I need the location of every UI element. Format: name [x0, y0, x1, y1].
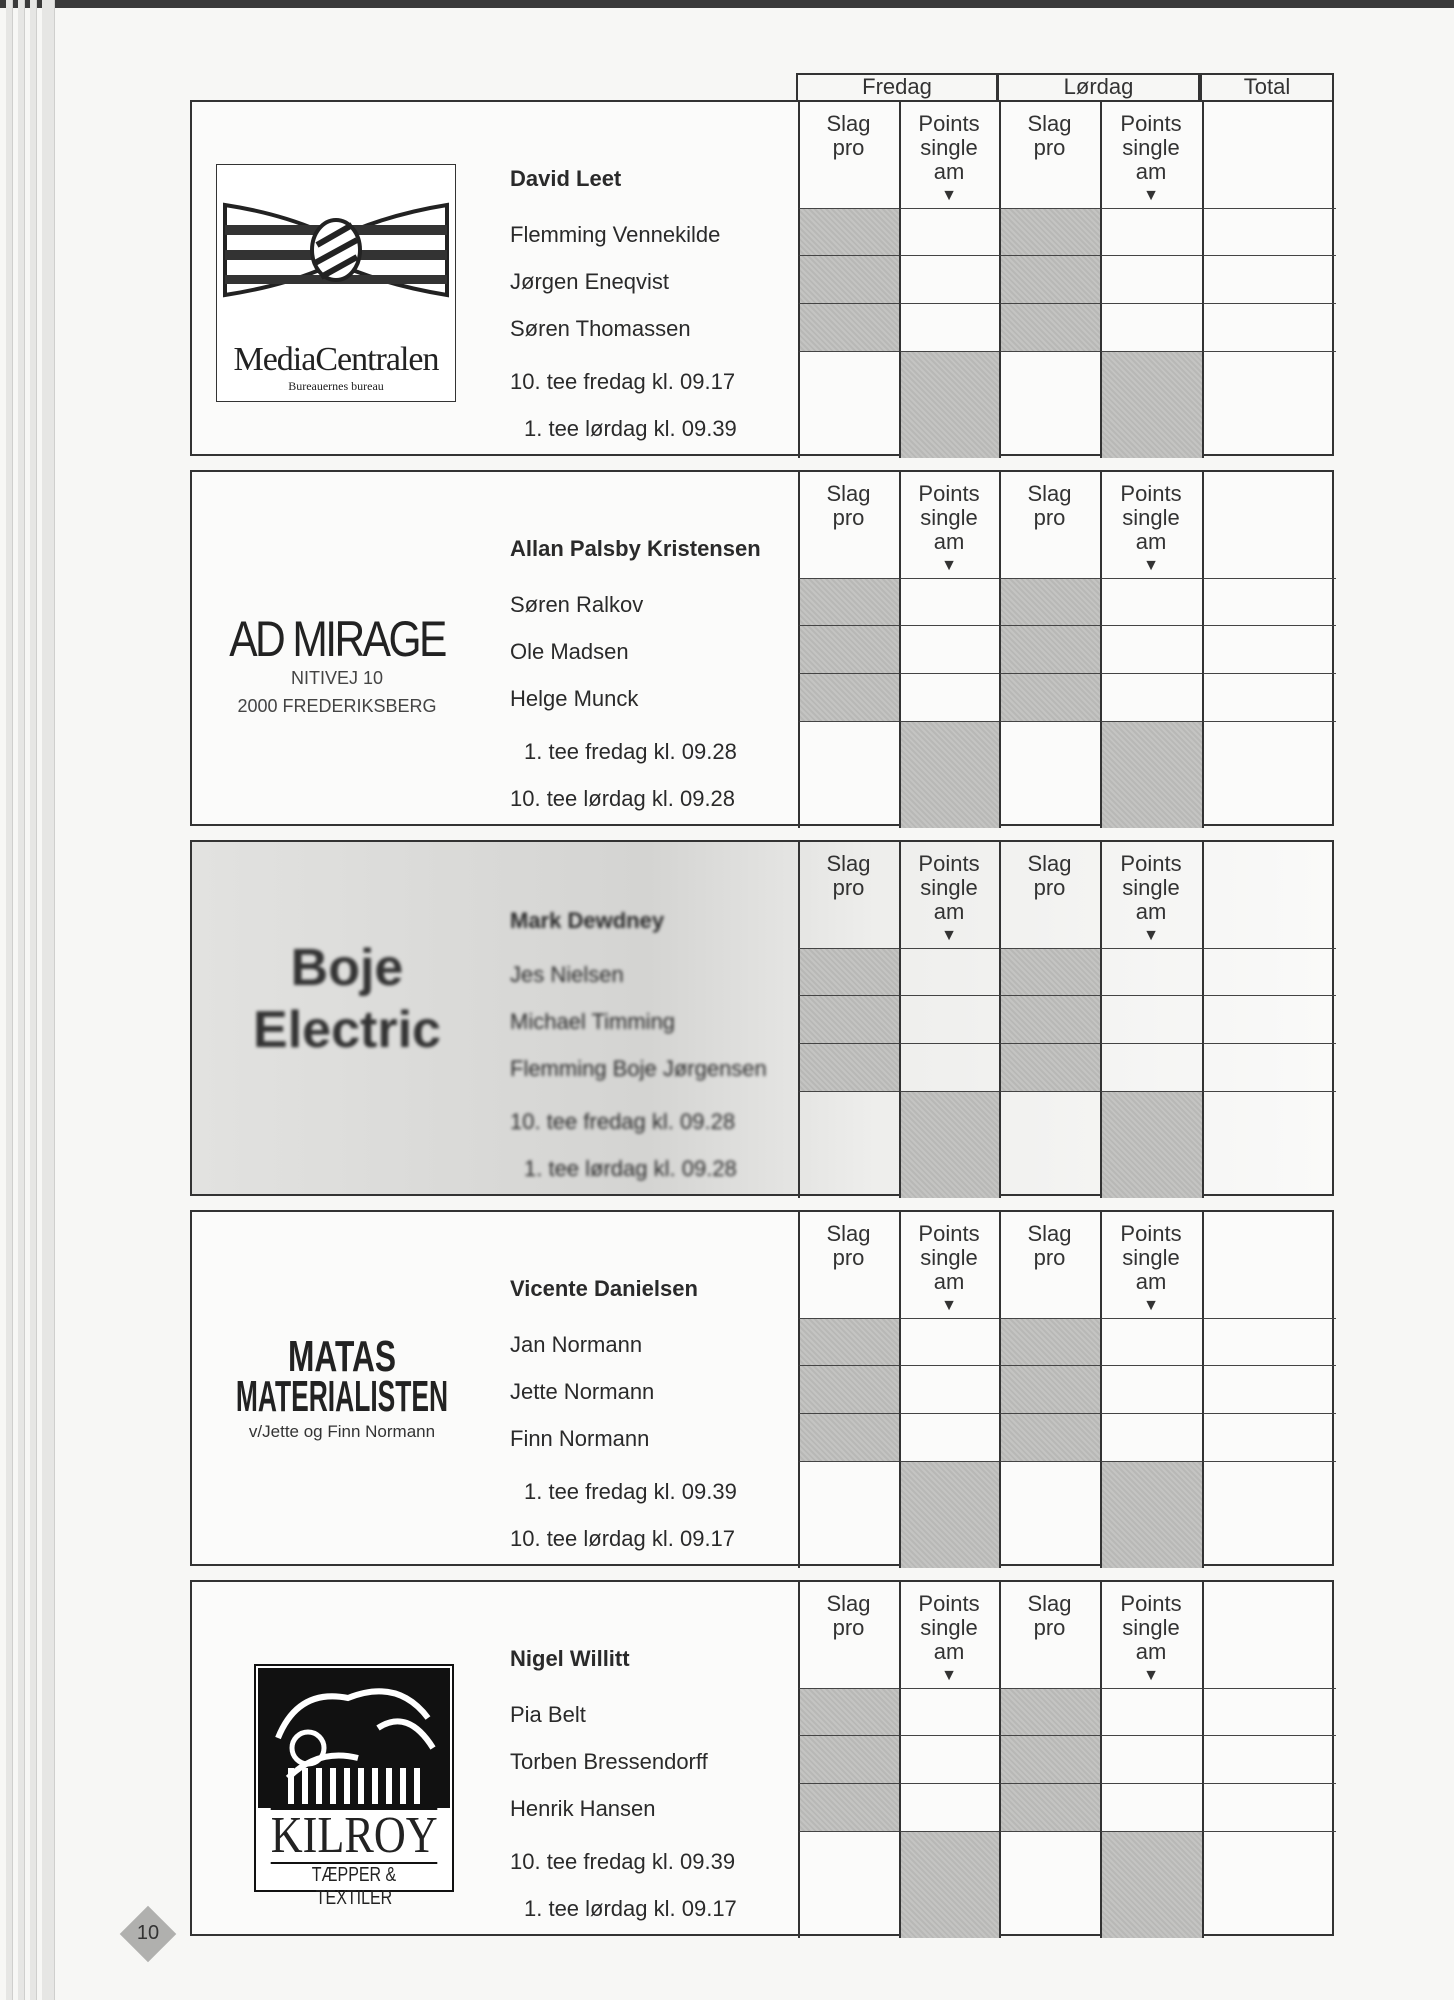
score-cell[interactable]: [899, 208, 999, 255]
column-label-line: am: [933, 159, 965, 184]
team-member: Søren Thomassen: [510, 316, 691, 341]
blocked-score-cell: [999, 255, 1100, 303]
team-member: Flemming Boje Jørgensen: [510, 1056, 767, 1081]
blocked-score-cell: [798, 1043, 899, 1091]
blocked-score-cell: [999, 948, 1100, 995]
column-label-line: Slag: [826, 1221, 871, 1246]
tee-time-lordag: 10. tee lørdag kl. 09.28: [510, 786, 736, 811]
blocked-score-cell: [1100, 351, 1202, 458]
blocked-score-cell: [999, 1365, 1100, 1413]
team-member: Finn Normann: [510, 1426, 650, 1451]
blocked-score-cell: [999, 1735, 1100, 1783]
page-edge: [6, 0, 13, 2000]
blocked-score-cell: [999, 303, 1100, 351]
score-cell[interactable]: [1202, 255, 1336, 303]
blocked-score-cell: [798, 303, 899, 351]
score-cell[interactable]: [1202, 472, 1336, 578]
team-member: Ole Madsen: [510, 639, 629, 664]
blocked-score-cell: [999, 1688, 1100, 1735]
column-label-line: pro: [1033, 1615, 1066, 1640]
column-label-line: Points: [918, 1591, 980, 1616]
column-label-line: single: [1122, 135, 1180, 160]
score-cell[interactable]: [1202, 1413, 1336, 1461]
column-label-line: single: [1122, 875, 1180, 900]
score-cell[interactable]: [798, 351, 899, 458]
score-cell[interactable]: [1202, 1461, 1336, 1568]
score-cell[interactable]: [1202, 842, 1336, 948]
column-label-points-single-am: [899, 1222, 999, 1318]
down-arrow-icon: ▼: [1143, 187, 1159, 204]
admirage-address-2: 2000 FREDERIKSBERG: [237, 696, 437, 716]
blocked-score-cell: [798, 1783, 899, 1831]
admirage-address-1: NITIVEJ 10: [290, 668, 384, 688]
blocked-score-cell: [899, 1831, 999, 1938]
down-arrow-icon: ▼: [941, 187, 957, 204]
blocked-score-cell: [798, 1318, 899, 1365]
score-cell[interactable]: [1100, 208, 1202, 255]
kilroy-logo: [254, 1664, 454, 1909]
blocked-score-cell: [798, 578, 899, 625]
score-cell[interactable]: [899, 995, 999, 1043]
column-label-line: Points: [918, 111, 980, 136]
score-cell[interactable]: [1202, 625, 1336, 673]
column-label-slag-pro: [999, 852, 1100, 900]
matas-logo-line3: v/Jette og Finn Normann: [248, 1422, 436, 1441]
score-cell[interactable]: [999, 721, 1100, 828]
column-label-line: Points: [1120, 1221, 1182, 1246]
score-cell[interactable]: [1202, 1735, 1336, 1783]
down-arrow-icon: ▼: [941, 927, 957, 944]
column-label-points-single-am: [1100, 482, 1202, 578]
score-cell[interactable]: [798, 1461, 899, 1568]
score-cell[interactable]: [1202, 1043, 1336, 1091]
blocked-score-cell: [798, 1365, 899, 1413]
team-captain: David Leet: [510, 166, 622, 191]
column-label-line: am: [933, 529, 965, 554]
column-label-points-single-am: [899, 112, 999, 208]
column-label-line: Points: [1120, 1591, 1182, 1616]
tee-time-lordag: 10. tee lørdag kl. 09.17: [510, 1526, 736, 1551]
column-label-line: am: [933, 1639, 965, 1664]
score-cell[interactable]: [899, 1318, 999, 1365]
blocked-score-cell: [798, 948, 899, 995]
score-cell[interactable]: [1202, 303, 1336, 351]
score-cell[interactable]: [1100, 995, 1202, 1043]
team-captain: Mark Dewdney: [510, 908, 665, 933]
team-block: [190, 100, 1334, 456]
column-label-line: single: [920, 1615, 978, 1640]
down-arrow-icon: ▼: [1143, 1297, 1159, 1314]
score-cell[interactable]: [1202, 948, 1336, 995]
team-block: [190, 840, 1334, 1196]
column-label-points-single-am: [899, 1592, 999, 1688]
admirage-logo-name: AD MIRAGE: [229, 611, 445, 667]
team-block: [190, 1210, 1334, 1566]
column-label-line: pro: [832, 875, 865, 900]
column-label-line: pro: [832, 1245, 865, 1270]
tee-time-fredag: 10. tee fredag kl. 09.17: [510, 369, 736, 394]
logo-tagline: TÆPPER & TEXTILER: [311, 1864, 397, 1909]
column-label-line: Slag: [826, 481, 871, 506]
column-label-points-single-am: [1100, 1592, 1202, 1688]
score-cell[interactable]: [1100, 1043, 1202, 1091]
score-cell[interactable]: [798, 1831, 899, 1938]
logo-name: KILROY: [270, 1807, 438, 1864]
column-label-line: pro: [832, 135, 865, 160]
score-cell[interactable]: [1100, 1688, 1202, 1735]
logo-name: MediaCentralen: [233, 341, 439, 378]
blocked-score-cell: [999, 625, 1100, 673]
tee-time-lordag: 1. tee lørdag kl. 09.17: [524, 1896, 737, 1921]
header-total: Total: [1200, 73, 1334, 100]
team-captain: Nigel Willitt: [510, 1646, 630, 1671]
down-arrow-icon: ▼: [941, 557, 957, 574]
column-label-points-single-am: [1100, 112, 1202, 208]
score-cell[interactable]: [1202, 1318, 1336, 1365]
column-label-line: am: [1135, 899, 1167, 924]
boje-logo-line2: Electric: [253, 1001, 441, 1059]
column-label-line: Slag: [826, 851, 871, 876]
blocked-score-cell: [999, 208, 1100, 255]
score-cell[interactable]: [798, 721, 899, 828]
blocked-score-cell: [798, 673, 899, 721]
page-edge: [42, 0, 55, 2000]
team-captain: Allan Palsby Kristensen: [510, 536, 761, 561]
tee-time-fredag: 1. tee fredag kl. 09.39: [524, 1479, 737, 1504]
blocked-score-cell: [1100, 721, 1202, 828]
team-member: Flemming Vennekilde: [510, 222, 721, 247]
column-label-line: Slag: [826, 1591, 871, 1616]
score-cell[interactable]: [1202, 1582, 1336, 1688]
column-label-line: single: [920, 875, 978, 900]
column-label-line: am: [933, 899, 965, 924]
tee-time-lordag: 1. tee lørdag kl. 09.39: [524, 416, 737, 441]
score-cell[interactable]: [899, 1413, 999, 1461]
column-label-slag-pro: [798, 112, 899, 160]
team-member: Jørgen Eneqvist: [510, 269, 669, 294]
column-label-line: pro: [1033, 505, 1066, 530]
column-label-line: Slag: [1027, 1221, 1072, 1246]
column-label-line: single: [1122, 505, 1180, 530]
page-edge: [30, 0, 37, 2000]
blocked-score-cell: [999, 1318, 1100, 1365]
score-cell[interactable]: [899, 625, 999, 673]
score-cell[interactable]: [1100, 1365, 1202, 1413]
down-arrow-icon: ▼: [1143, 927, 1159, 944]
score-cell[interactable]: [1202, 208, 1336, 255]
score-cell[interactable]: [899, 303, 999, 351]
blocked-score-cell: [899, 1461, 999, 1568]
column-label-points-single-am: [899, 852, 999, 948]
matas-logo-line2: MATERIALISTEN: [235, 1372, 449, 1421]
score-cell[interactable]: [1100, 673, 1202, 721]
column-label-line: Slag: [826, 111, 871, 136]
column-label-line: single: [1122, 1245, 1180, 1270]
score-cell[interactable]: [1202, 1212, 1336, 1318]
blocked-score-cell: [999, 1783, 1100, 1831]
score-cell[interactable]: [1100, 1318, 1202, 1365]
column-label-line: Slag: [1027, 1591, 1072, 1616]
score-cell[interactable]: [999, 1831, 1100, 1938]
blocked-score-cell: [1100, 1091, 1202, 1198]
score-cell[interactable]: [899, 673, 999, 721]
team-member: Søren Ralkov: [510, 592, 644, 617]
score-cell[interactable]: [1100, 255, 1202, 303]
score-cell[interactable]: [1202, 673, 1336, 721]
column-label-line: Points: [918, 851, 980, 876]
score-cell[interactable]: [899, 1735, 999, 1783]
scan-edge: [0, 0, 1454, 8]
team-block: [190, 470, 1334, 826]
score-cell[interactable]: [899, 1783, 999, 1831]
team-member: Torben Bressendorff: [510, 1749, 708, 1774]
blocked-score-cell: [798, 1735, 899, 1783]
tee-time-fredag: 1. tee fredag kl. 09.28: [524, 739, 737, 764]
mediacentralen-logo: [216, 164, 456, 402]
column-label-line: am: [1135, 159, 1167, 184]
score-cell[interactable]: [899, 1365, 999, 1413]
header-lordag: Lørdag: [997, 73, 1200, 100]
team-member: Jette Normann: [510, 1379, 655, 1404]
team-member: Jan Normann: [510, 1332, 643, 1357]
blocked-score-cell: [999, 673, 1100, 721]
column-label-line: Points: [918, 1221, 980, 1246]
column-label-line: Points: [1120, 111, 1182, 136]
column-label-line: Slag: [1027, 111, 1072, 136]
blocked-score-cell: [798, 255, 899, 303]
blocked-score-cell: [899, 721, 999, 828]
column-label-line: am: [1135, 1639, 1167, 1664]
score-cell[interactable]: [899, 948, 999, 995]
team-captain: Vicente Danielsen: [510, 1276, 698, 1301]
score-cell[interactable]: [1100, 1735, 1202, 1783]
score-cell[interactable]: [1100, 625, 1202, 673]
column-label-slag-pro: [798, 852, 899, 900]
down-arrow-icon: ▼: [941, 1667, 957, 1684]
column-label-line: am: [1135, 1269, 1167, 1294]
column-label-slag-pro: [999, 1222, 1100, 1270]
column-label-line: pro: [832, 1615, 865, 1640]
score-cell[interactable]: [1202, 1688, 1336, 1735]
blocked-score-cell: [899, 1091, 999, 1198]
ornament-icon: [258, 1668, 450, 1808]
column-label-line: am: [1135, 529, 1167, 554]
logo-tagline: Bureauernes bureau: [288, 379, 384, 393]
score-cell[interactable]: [899, 1688, 999, 1735]
score-cell[interactable]: [1202, 995, 1336, 1043]
column-label-line: single: [920, 505, 978, 530]
column-label-points-single-am: [1100, 852, 1202, 948]
score-cell[interactable]: [999, 1461, 1100, 1568]
score-cell[interactable]: [1100, 578, 1202, 625]
column-label-line: Points: [918, 481, 980, 506]
column-label-slag-pro: [999, 482, 1100, 530]
score-cell[interactable]: [1100, 1783, 1202, 1831]
tee-time-fredag: 10. tee fredag kl. 09.28: [510, 1109, 736, 1134]
score-cell[interactable]: [1100, 948, 1202, 995]
score-cell[interactable]: [1202, 1091, 1336, 1198]
score-cell[interactable]: [1202, 351, 1336, 458]
team-member: Henrik Hansen: [510, 1796, 656, 1821]
column-label-slag-pro: [798, 482, 899, 530]
column-label-line: Points: [1120, 851, 1182, 876]
column-label-line: am: [933, 1269, 965, 1294]
team-block: [190, 1580, 1334, 1936]
score-cell[interactable]: [1202, 1783, 1336, 1831]
page-edge: [18, 0, 25, 2000]
blocked-score-cell: [999, 578, 1100, 625]
header-fredag: Fredag: [796, 73, 998, 100]
score-cell[interactable]: [798, 1091, 899, 1198]
score-cell[interactable]: [1202, 1831, 1336, 1938]
score-cell[interactable]: [899, 1043, 999, 1091]
team-member: Helge Munck: [510, 686, 639, 711]
bowtie-icon: [217, 195, 455, 335]
column-label-line: Slag: [1027, 481, 1072, 506]
down-arrow-icon: ▼: [1143, 1667, 1159, 1684]
column-label-line: single: [1122, 1615, 1180, 1640]
blocked-score-cell: [899, 351, 999, 458]
blocked-score-cell: [999, 1413, 1100, 1461]
column-label-slag-pro: [798, 1592, 899, 1640]
matas-logo-line1: MATAS: [288, 1332, 396, 1381]
blocked-score-cell: [798, 1688, 899, 1735]
blocked-score-cell: [999, 1043, 1100, 1091]
column-label-slag-pro: [999, 1592, 1100, 1640]
down-arrow-icon: ▼: [941, 1297, 957, 1314]
column-label-line: Points: [1120, 481, 1182, 506]
down-arrow-icon: ▼: [1143, 557, 1159, 574]
blocked-score-cell: [798, 995, 899, 1043]
team-member: Jes Nielsen: [510, 962, 624, 987]
score-cell[interactable]: [899, 255, 999, 303]
column-label-line: pro: [1033, 875, 1066, 900]
blocked-score-cell: [798, 625, 899, 673]
column-label-points-single-am: [1100, 1222, 1202, 1318]
score-cell[interactable]: [1202, 1365, 1336, 1413]
score-cell[interactable]: [1100, 303, 1202, 351]
blocked-score-cell: [1100, 1461, 1202, 1568]
score-cell[interactable]: [999, 1091, 1100, 1198]
column-label-line: single: [920, 135, 978, 160]
boje-logo-line1: Boje: [290, 939, 404, 997]
blocked-score-cell: [1100, 1831, 1202, 1938]
team-member: Pia Belt: [510, 1702, 586, 1727]
team-member: Michael Timming: [510, 1009, 676, 1034]
column-label-line: pro: [1033, 1245, 1066, 1270]
score-cell[interactable]: [1202, 102, 1336, 208]
column-label-line: Slag: [1027, 851, 1072, 876]
page-number: 10: [136, 1922, 160, 1944]
score-cell[interactable]: [1100, 1413, 1202, 1461]
column-label-line: pro: [832, 505, 865, 530]
column-label-slag-pro: [999, 112, 1100, 160]
score-cell[interactable]: [999, 351, 1100, 458]
column-label-points-single-am: [899, 482, 999, 578]
score-cell[interactable]: [1202, 721, 1336, 828]
score-cell[interactable]: [899, 578, 999, 625]
tee-time-lordag: 1. tee lørdag kl. 09.28: [524, 1156, 737, 1181]
blocked-score-cell: [999, 995, 1100, 1043]
tee-time-fredag: 10. tee fredag kl. 09.39: [510, 1849, 736, 1874]
column-label-line: pro: [1033, 135, 1066, 160]
column-label-line: single: [920, 1245, 978, 1270]
blocked-score-cell: [798, 1413, 899, 1461]
column-label-slag-pro: [798, 1222, 899, 1270]
blocked-score-cell: [798, 208, 899, 255]
score-cell[interactable]: [1202, 578, 1336, 625]
